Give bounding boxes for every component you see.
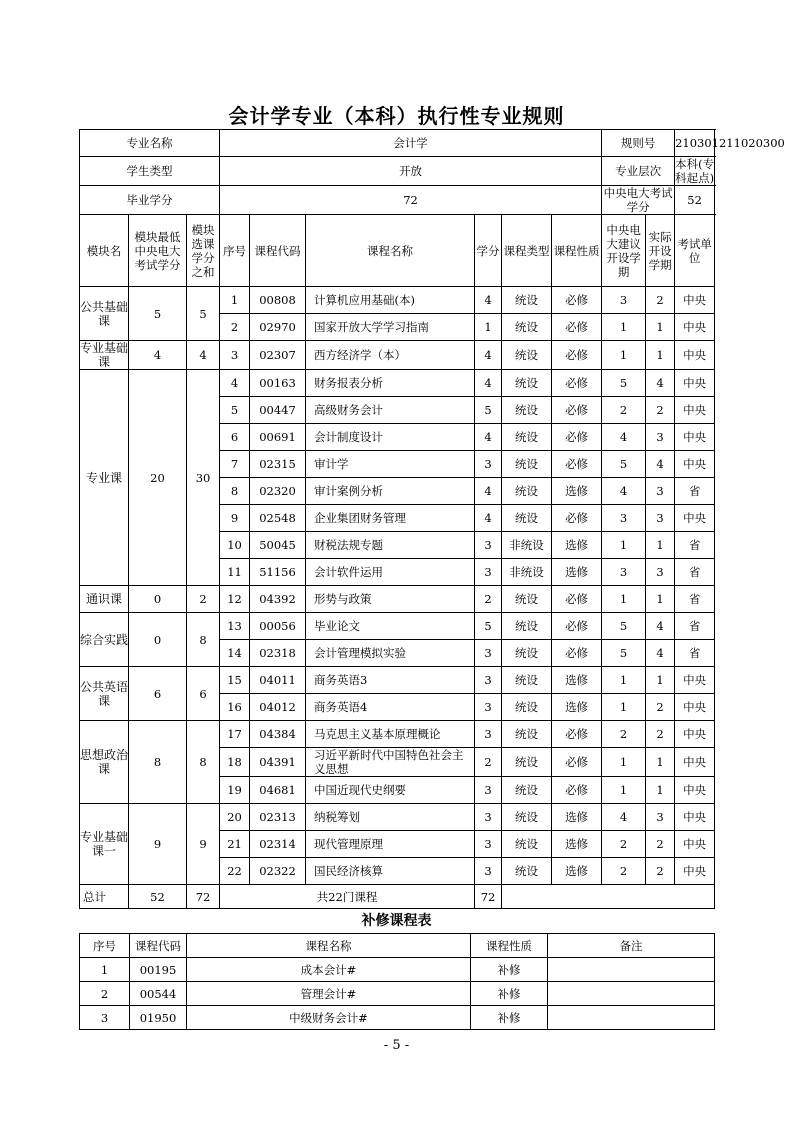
info-row [80, 186, 715, 215]
course-actual-term: 3 [646, 424, 675, 451]
supp-header-name: 课程名称 [187, 934, 471, 958]
course-seq: 18 [220, 748, 250, 777]
course-actual-term: 3 [646, 478, 675, 505]
info-row [80, 130, 715, 157]
course-name: 商务英语4 [306, 694, 475, 721]
info-label: 规则号 [602, 130, 675, 157]
course-actual-term: 2 [646, 397, 675, 424]
course-name: 企业集团财务管理 [306, 505, 475, 532]
module-min-credits: 6 [129, 667, 187, 721]
course-nature: 选修 [552, 532, 602, 559]
supplement-header-row [80, 934, 715, 958]
supp-name: 成本会计# [187, 958, 471, 982]
course-exam-unit: 中央 [675, 748, 715, 777]
supp-header-note: 备注 [548, 934, 715, 958]
course-seq: 21 [220, 831, 250, 858]
course-exam-unit: 中央 [675, 424, 715, 451]
course-name: 毕业论文 [306, 613, 475, 640]
header-suggest: 中央电大建议开设学期 [602, 215, 646, 287]
module-name: 思想政治课 [80, 721, 129, 804]
course-credit: 3 [475, 804, 502, 831]
supp-note [548, 958, 715, 982]
course-suggest-term: 5 [602, 370, 646, 397]
course-code: 02318 [250, 640, 306, 667]
course-exam-unit: 省 [675, 559, 715, 586]
module-select-sum: 2 [187, 586, 220, 613]
course-exam-unit: 中央 [675, 777, 715, 804]
info-label: 学生类型 [80, 157, 220, 186]
course-credit: 4 [475, 341, 502, 370]
info-label: 中央电大考试学分 [603, 186, 673, 214]
header-select-sum: 模块选课学分之和 [187, 215, 220, 287]
course-name: 马克思主义基本原理概论 [306, 721, 475, 748]
module-name: 专业基础课 [80, 341, 129, 369]
info-label: 毕业学分 [80, 186, 220, 215]
course-seq: 3 [220, 341, 250, 370]
course-credit: 4 [475, 424, 502, 451]
course-credit: 3 [475, 831, 502, 858]
course-actual-term: 1 [646, 341, 675, 370]
course-exam-unit: 中央 [675, 370, 715, 397]
course-name: 中国近现代史纲要 [306, 777, 475, 804]
course-actual-term: 1 [646, 532, 675, 559]
course-nature: 必修 [552, 721, 602, 748]
course-suggest-term: 1 [602, 694, 646, 721]
course-actual-term: 3 [646, 559, 675, 586]
course-suggest-term: 2 [602, 721, 646, 748]
module-name: 专业课 [80, 370, 129, 586]
course-code: 02320 [250, 478, 306, 505]
course-nature: 必修 [552, 370, 602, 397]
course-nature: 必修 [552, 640, 602, 667]
course-suggest-term: 4 [602, 424, 646, 451]
course-credit: 4 [475, 478, 502, 505]
course-suggest-term: 2 [602, 858, 646, 885]
course-actual-term: 4 [646, 640, 675, 667]
course-seq: 6 [220, 424, 250, 451]
course-name: 习近平新时代中国特色社会主义思想 [306, 748, 475, 777]
course-actual-term: 1 [646, 314, 675, 341]
course-name: 西方经济学（本） [306, 341, 475, 370]
course-code: 02314 [250, 831, 306, 858]
course-name: 纳税筹划 [306, 804, 475, 831]
table-row [80, 287, 715, 314]
module-select-sum: 6 [187, 667, 220, 721]
supp-header-nature: 课程性质 [471, 934, 548, 958]
course-suggest-term: 5 [602, 613, 646, 640]
course-exam-unit: 中央 [675, 314, 715, 341]
supplement-row [80, 958, 715, 982]
course-credit: 5 [475, 613, 502, 640]
course-type: 统设 [502, 341, 552, 370]
course-actual-term: 1 [646, 667, 675, 694]
course-type: 统设 [502, 370, 552, 397]
course-credit: 4 [475, 370, 502, 397]
course-seq: 15 [220, 667, 250, 694]
course-credit: 3 [475, 858, 502, 885]
course-actual-term: 4 [646, 370, 675, 397]
course-name: 计算机应用基础(本) [306, 287, 475, 314]
info-value: 开放 [220, 157, 602, 186]
header-exam: 考试单位 [675, 215, 715, 287]
supp-seq: 3 [80, 1006, 130, 1030]
course-code: 00163 [250, 370, 306, 397]
header-type: 课程类型 [502, 215, 552, 287]
total-label: 总计 [80, 885, 129, 909]
table-row [80, 721, 715, 748]
module-select-sum: 8 [187, 721, 220, 804]
course-credit: 5 [475, 397, 502, 424]
supplement-table [79, 933, 715, 1030]
supplement-row [80, 982, 715, 1006]
course-type: 统设 [502, 287, 552, 314]
module-name: 综合实践 [80, 613, 129, 667]
course-credit: 1 [475, 314, 502, 341]
header-actual: 实际开设学期 [646, 215, 675, 287]
course-actual-term: 4 [646, 613, 675, 640]
course-actual-term: 2 [646, 858, 675, 885]
course-nature: 必修 [552, 505, 602, 532]
course-name: 国民经济核算 [306, 858, 475, 885]
course-type: 统设 [502, 831, 552, 858]
supp-nature: 补修 [471, 1006, 548, 1030]
course-suggest-term: 3 [602, 559, 646, 586]
course-actual-term: 2 [646, 831, 675, 858]
header-name: 课程名称 [306, 215, 475, 287]
course-seq: 22 [220, 858, 250, 885]
course-actual-term: 2 [646, 721, 675, 748]
course-code: 00056 [250, 613, 306, 640]
supplement-row [80, 1006, 715, 1030]
course-exam-unit: 省 [675, 532, 715, 559]
total-empty [502, 885, 715, 909]
course-suggest-term: 1 [602, 532, 646, 559]
header-module: 模块名 [80, 215, 129, 287]
course-credit: 4 [475, 287, 502, 314]
course-actual-term: 2 [646, 694, 675, 721]
course-type: 统设 [502, 424, 552, 451]
course-exam-unit: 省 [675, 586, 715, 613]
info-label: 专业层次 [602, 157, 675, 186]
table-row [80, 667, 715, 694]
supp-seq: 2 [80, 982, 130, 1006]
course-suggest-term: 5 [602, 640, 646, 667]
course-credit: 3 [475, 777, 502, 804]
course-nature: 必修 [552, 424, 602, 451]
info-value: 210301211020300 [675, 130, 715, 157]
page-title: 会计学专业（本科）执行性专业规则 [228, 104, 565, 128]
course-seq: 2 [220, 314, 250, 341]
course-type: 统设 [502, 314, 552, 341]
total-min: 52 [129, 885, 187, 909]
course-suggest-term: 2 [602, 397, 646, 424]
course-suggest-term: 1 [602, 667, 646, 694]
course-suggest-term: 4 [602, 478, 646, 505]
course-name: 会计管理模拟实验 [306, 640, 475, 667]
course-name: 国家开放大学学习指南 [306, 314, 475, 341]
course-type: 统设 [502, 613, 552, 640]
module-select-sum: 5 [187, 287, 220, 341]
course-type: 统设 [502, 858, 552, 885]
course-nature: 选修 [552, 804, 602, 831]
course-exam-unit: 中央 [675, 341, 715, 370]
course-code: 51156 [250, 559, 306, 586]
supp-code: 01950 [130, 1006, 187, 1030]
course-seq: 4 [220, 370, 250, 397]
course-nature: 选修 [552, 694, 602, 721]
course-nature: 必修 [552, 397, 602, 424]
course-actual-term: 4 [646, 451, 675, 478]
course-exam-unit: 中央 [675, 505, 715, 532]
course-credit: 3 [475, 694, 502, 721]
course-seq: 12 [220, 586, 250, 613]
module-min-credits: 0 [129, 613, 187, 667]
course-exam-unit: 中央 [675, 287, 715, 314]
course-name: 审计案例分析 [306, 478, 475, 505]
course-seq: 9 [220, 505, 250, 532]
course-exam-unit: 省 [675, 640, 715, 667]
module-min-credits: 4 [129, 341, 187, 370]
course-seq: 16 [220, 694, 250, 721]
course-nature: 必修 [552, 287, 602, 314]
table-row [80, 613, 715, 640]
course-exam-unit: 中央 [675, 804, 715, 831]
course-suggest-term: 1 [602, 314, 646, 341]
course-type: 统设 [502, 748, 552, 777]
major-rules-table [79, 129, 785, 909]
course-type: 统设 [502, 721, 552, 748]
info-value: 52 [675, 186, 715, 215]
course-exam-unit: 中央 [675, 694, 715, 721]
course-seq: 13 [220, 613, 250, 640]
course-code: 04384 [250, 721, 306, 748]
table-row [80, 804, 715, 831]
course-actual-term: 3 [646, 505, 675, 532]
course-nature: 必修 [552, 451, 602, 478]
course-name: 现代管理原理 [306, 831, 475, 858]
course-exam-unit: 中央 [675, 721, 715, 748]
module-min-credits: 0 [129, 586, 187, 613]
header-credit: 学分 [475, 215, 502, 287]
course-credit: 3 [475, 721, 502, 748]
info-label: 专业名称 [80, 130, 220, 157]
course-seq: 8 [220, 478, 250, 505]
course-name: 财税法规专题 [306, 532, 475, 559]
module-name: 通识课 [80, 586, 129, 613]
course-nature: 必修 [552, 314, 602, 341]
course-name: 形势与政策 [306, 586, 475, 613]
module-min-credits: 8 [129, 721, 187, 804]
course-suggest-term: 3 [602, 287, 646, 314]
course-nature: 必修 [552, 586, 602, 613]
supp-note [548, 1006, 715, 1030]
course-code: 02313 [250, 804, 306, 831]
supp-seq: 1 [80, 958, 130, 982]
course-type: 统设 [502, 586, 552, 613]
module-select-sum: 9 [187, 804, 220, 885]
course-code: 00447 [250, 397, 306, 424]
course-suggest-term: 1 [602, 777, 646, 804]
course-type: 统设 [502, 397, 552, 424]
course-type: 非统设 [502, 559, 552, 586]
course-exam-unit: 省 [675, 478, 715, 505]
module-min-credits: 9 [129, 804, 187, 885]
course-nature: 选修 [552, 667, 602, 694]
course-code: 00808 [250, 287, 306, 314]
info-row [80, 157, 715, 186]
course-code: 50045 [250, 532, 306, 559]
total-row [80, 885, 715, 909]
supp-note [548, 982, 715, 1006]
course-suggest-term: 1 [602, 748, 646, 777]
course-suggest-term: 5 [602, 451, 646, 478]
course-type: 统设 [502, 667, 552, 694]
module-select-sum: 30 [187, 370, 220, 586]
course-exam-unit: 省 [675, 613, 715, 640]
course-code: 04681 [250, 777, 306, 804]
column-header-row [80, 215, 715, 287]
course-seq: 1 [220, 287, 250, 314]
course-credit: 3 [475, 451, 502, 478]
header-seq: 序号 [220, 215, 250, 287]
course-suggest-term: 4 [602, 804, 646, 831]
course-exam-unit: 中央 [675, 397, 715, 424]
course-credit: 2 [475, 748, 502, 777]
module-name: 公共基础课 [80, 287, 129, 341]
module-name: 专业基础课一 [80, 804, 129, 885]
course-credit: 3 [475, 559, 502, 586]
page-number: - 5 - [383, 1038, 410, 1053]
course-actual-term: 2 [646, 287, 675, 314]
info-value: 72 [220, 186, 602, 215]
course-name: 审计学 [306, 451, 475, 478]
supp-header-seq: 序号 [80, 934, 130, 958]
module-select-sum: 8 [187, 613, 220, 667]
course-type: 统设 [502, 640, 552, 667]
course-credit: 4 [475, 505, 502, 532]
table-row [80, 341, 715, 370]
module-min-credits: 5 [129, 287, 187, 341]
course-type: 统设 [502, 777, 552, 804]
supp-nature: 补修 [471, 958, 548, 982]
supp-nature: 补修 [471, 982, 548, 1006]
course-type: 统设 [502, 451, 552, 478]
module-min-credits: 20 [129, 370, 187, 586]
supp-header-code: 课程代码 [130, 934, 187, 958]
course-exam-unit: 中央 [675, 667, 715, 694]
course-seq: 17 [220, 721, 250, 748]
course-nature: 选修 [552, 559, 602, 586]
course-suggest-term: 1 [602, 586, 646, 613]
module-select-sum: 4 [187, 341, 220, 370]
course-type: 非统设 [502, 532, 552, 559]
header-nature: 课程性质 [552, 215, 602, 287]
supp-name: 中级财务会计# [187, 1006, 471, 1030]
course-nature: 选修 [552, 831, 602, 858]
course-code: 00691 [250, 424, 306, 451]
course-suggest-term: 1 [602, 341, 646, 370]
course-actual-term: 1 [646, 777, 675, 804]
course-seq: 5 [220, 397, 250, 424]
supp-code: 00195 [130, 958, 187, 982]
course-type: 统设 [502, 478, 552, 505]
course-nature: 必修 [552, 748, 602, 777]
course-code: 02307 [250, 341, 306, 370]
supp-name: 管理会计# [187, 982, 471, 1006]
course-actual-term: 1 [646, 748, 675, 777]
course-actual-term: 3 [646, 804, 675, 831]
course-seq: 10 [220, 532, 250, 559]
course-exam-unit: 中央 [675, 451, 715, 478]
course-code: 02315 [250, 451, 306, 478]
course-suggest-term: 2 [602, 831, 646, 858]
total-courses: 共22门课程 [220, 885, 475, 909]
module-name: 公共英语课 [80, 667, 129, 721]
course-exam-unit: 中央 [675, 831, 715, 858]
course-name: 商务英语3 [306, 667, 475, 694]
course-credit: 3 [475, 532, 502, 559]
info-value: 会计学 [220, 130, 602, 157]
course-type: 统设 [502, 804, 552, 831]
course-code: 04012 [250, 694, 306, 721]
header-min-credits: 模块最低中央电大考试学分 [129, 215, 187, 287]
info-value: 本科(专科起点) [675, 157, 715, 185]
total-credit: 72 [475, 885, 502, 909]
course-credit: 3 [475, 640, 502, 667]
course-name: 会计软件运用 [306, 559, 475, 586]
course-nature: 选修 [552, 858, 602, 885]
course-credit: 3 [475, 667, 502, 694]
course-code: 02548 [250, 505, 306, 532]
course-seq: 7 [220, 451, 250, 478]
course-code: 04392 [250, 586, 306, 613]
course-nature: 必修 [552, 777, 602, 804]
course-actual-term: 1 [646, 586, 675, 613]
course-seq: 20 [220, 804, 250, 831]
course-nature: 必修 [552, 613, 602, 640]
supplement-title: 补修课程表 [361, 913, 432, 929]
course-seq: 11 [220, 559, 250, 586]
course-seq: 14 [220, 640, 250, 667]
course-code: 04011 [250, 667, 306, 694]
supp-code: 00544 [130, 982, 187, 1006]
course-credit: 2 [475, 586, 502, 613]
course-suggest-term: 3 [602, 505, 646, 532]
table-row [80, 586, 715, 613]
total-sum: 72 [187, 885, 220, 909]
course-type: 统设 [502, 694, 552, 721]
table-row [80, 370, 715, 397]
course-code: 02970 [250, 314, 306, 341]
course-seq: 19 [220, 777, 250, 804]
course-name: 财务报表分析 [306, 370, 475, 397]
course-type: 统设 [502, 505, 552, 532]
header-code: 课程代码 [250, 215, 306, 287]
course-name: 会计制度设计 [306, 424, 475, 451]
course-nature: 选修 [552, 478, 602, 505]
course-code: 02322 [250, 858, 306, 885]
course-nature: 必修 [552, 341, 602, 370]
course-exam-unit: 中央 [675, 858, 715, 885]
course-code: 04391 [250, 748, 306, 777]
course-name: 高级财务会计 [306, 397, 475, 424]
